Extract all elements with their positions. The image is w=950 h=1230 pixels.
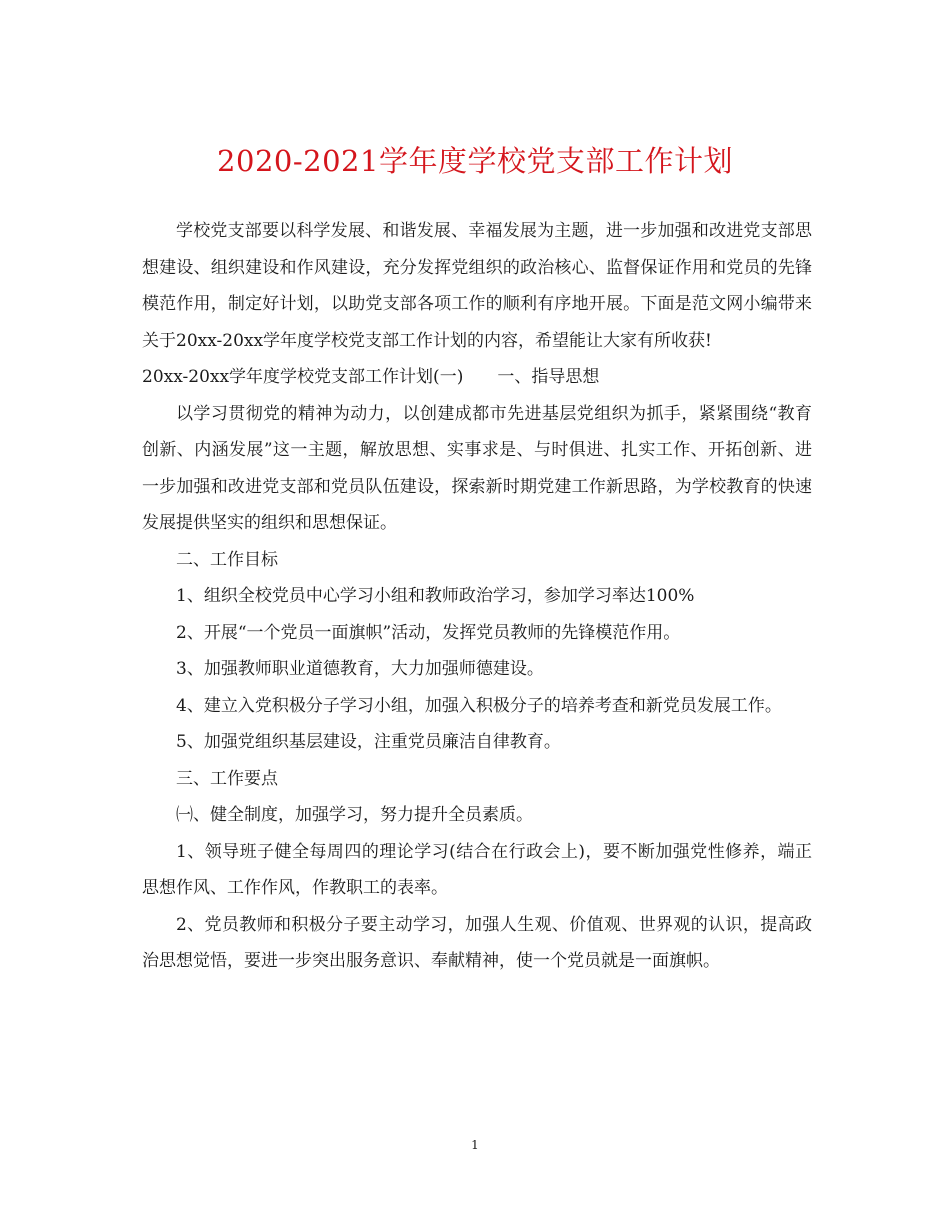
page-number: 1 (471, 1138, 479, 1152)
document-title: 2020-2021学年度学校党支部工作计划 (217, 144, 733, 178)
goal-item-4: 4、建立入党积极分子学习小组，加强入积极分子的培养考查和新党员发展工作。 (176, 695, 782, 716)
key-point-item-1: 1、领导班子健全每周四的理论学习(结合在行政会上)，要不断加强党性修养，端正思想作风、工作作风，作教职工的表率。 (142, 841, 812, 898)
goal-item-2: 2、开展“一个党员一面旗帜”活动，发挥党员教师的先锋模范作用。 (176, 622, 681, 643)
plan-one-heading: 20xx-20xx学年度学校党支部工作计划(一) 一、指导思想 (142, 367, 600, 387)
goal-item-5: 5、加强党组织基层建设，注重党员廉洁自律教育。 (176, 732, 561, 752)
key-point-subheading-1: ㈠、健全制度，加强学习，努力提升全员素质。 (176, 805, 533, 825)
goal-item-1: 1、组织全校党员中心学习小组和教师政治学习，参加学习率达100% (176, 586, 695, 606)
section-heading-key-points: 三、工作要点 (176, 768, 278, 789)
document-body (142, 213, 812, 980)
guiding-thought-paragraph: 以学习贯彻党的精神为动力，以创建成都市先进基层党组织为抓手，紧紧围绕“教育创新、内涵发展”这一主题，解放思想、实事求是、与时俱进、扎实工作、开拓创新、进一步加强和改进党支部和党员队伍建设，探索新时期党建工作新思路，为学校教育的快速发展提供坚实的组织和思想保证。 (142, 403, 812, 533)
key-point-item-2: 2、党员教师和积极分子要主动学习，加强人生观、价值观、世界观的认识，提高政治思想觉悟，要进一步突出服务意识、奉献精神，使一个党员就是一面旗帜。 (142, 914, 812, 971)
goal-item-3: 3、加强教师职业道德教育，大力加强师德建设。 (176, 659, 544, 679)
section-heading-goals: 二、工作目标 (176, 549, 278, 570)
intro-paragraph: 学校党支部要以科学发展、和谐发展、幸福发展为主题，进一步加强和改进党支部思想建设、组织建设和作风建设，充分发挥党组织的政治核心、监督保证作用和党员的先锋模范作用，制定好计划，以助党支部各项工作的顺利有序地开展。下面是范文网小编带来关于20xx-20xx学年度学校党支部工作计划的内容，希望能让大家有所收获! (142, 221, 812, 351)
